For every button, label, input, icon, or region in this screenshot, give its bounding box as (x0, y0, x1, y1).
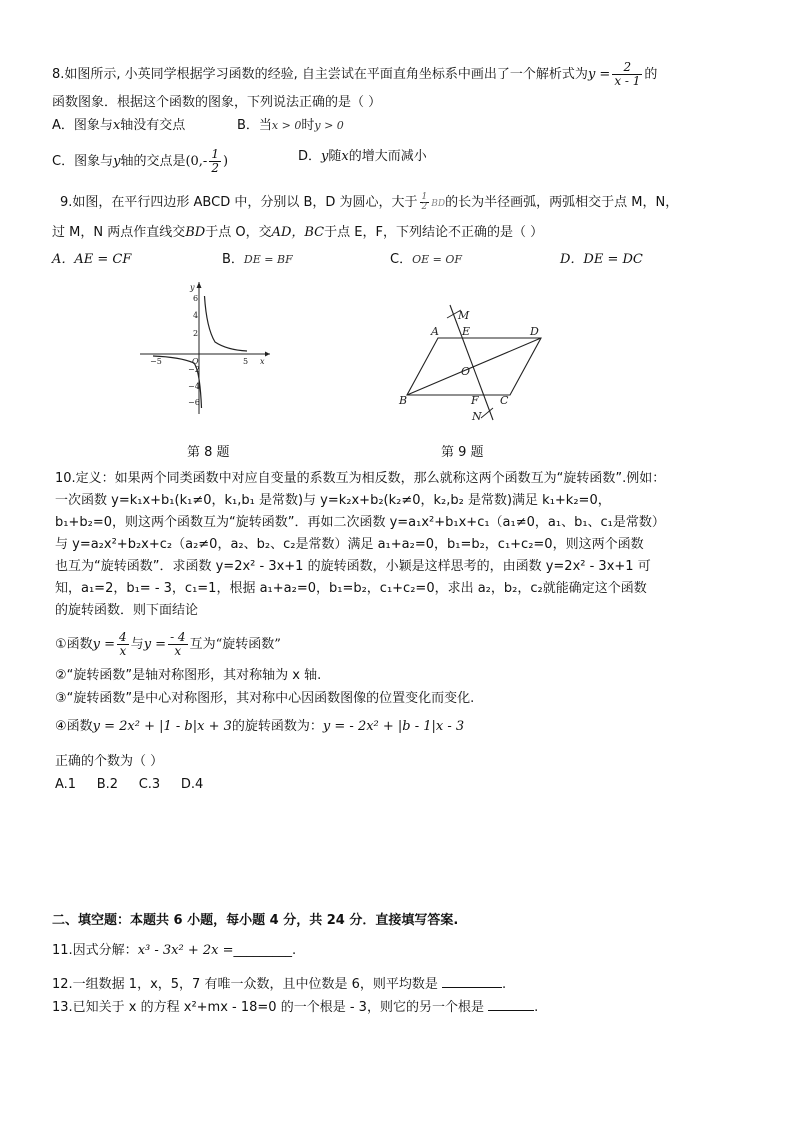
q10-definition (55, 468, 745, 622)
q12-answer-blank[interactable] (442, 975, 502, 988)
point-f-label: F (471, 394, 479, 407)
x-tick-neg5: −5 (150, 357, 162, 366)
q12: 12.一组数据 1，x，5，7 有唯一众数，且中位数是 6，则平均数是 . (52, 977, 507, 992)
q13-answer-blank[interactable] (488, 998, 534, 1011)
point-d-label: D (530, 325, 539, 338)
q9-half-fraction: $\frac{1}{2}$ (421, 192, 428, 212)
point-m-label: M (458, 309, 470, 322)
y-tick-neg4: −4 (188, 382, 200, 391)
q10-line: 的旋转函数．则下面结论 (55, 603, 199, 618)
q10-line: 10.定义：如果两个同类函数中对应自变量的系数互为相反数，那么就称这两个函数互为“旋转函数”.例如： (55, 471, 666, 486)
q10-line: 与 y=a₂x²+b₂x+c₂（a₂≠0，a₂、b₂、c₂是常数）满足 a₁+a₂=0，b₁=b₂，c₁+c₂=0，则这两个函数 (55, 537, 644, 552)
graph-x-label: x (260, 357, 265, 366)
q9-parallelogram-figure (395, 300, 555, 425)
q9-option-a: A．AE = CF (52, 252, 132, 267)
q8-option-d: D．y随x的增大而减小 (298, 149, 427, 164)
q8-stem-line1: 8.如图所示, 小英同学根据学习函数的经验, 自主尝试在平面直角坐标系中画出了一个解析式为y = $\frac{2}{x - 1}$ 的 (52, 60, 658, 88)
point-n-label: N (472, 410, 482, 423)
q9-stem-line1: 9.如图，在平行四边形 ABCD 中，分别以 B，D 为圆心，大于 $\frac{1}{2}$ BD的长为半径画弧，两弧相交于点 M，N， (60, 192, 679, 212)
q9-stem-line2: 过 M，N 两点作直线交BD于点 O，交AD，BC于点 E，F，下列结论不正确的是（ ） (52, 225, 544, 240)
q10-question: 正确的个数为（ ） (55, 754, 164, 769)
q10-statement-2: ②“旋转函数”是轴对称图形，其对称轴为 x 轴. (55, 668, 322, 683)
graph-origin: O (192, 357, 199, 366)
q8-option-a: A．图象与x轴没有交点 (52, 118, 186, 133)
q10-statement-3: ③“旋转函数”是中心对称图形，其对称中心因函数图像的位置变化而变化. (55, 691, 475, 706)
point-c-label: C (500, 394, 509, 407)
q9-option-b: B．DE = BF (222, 252, 293, 267)
q10-line: b₁+b₂=0，则这两个函数互为“旋转函数”．再如二次函数 y=a₁x²+b₁x+c₁（a₁≠0，a₁、b₁、c₁是常数） (55, 515, 665, 530)
q10-statement-4: ④函数y = 2x² + |1 - b|x + 3的旋转函数为：y = - 2x² + |b - 1|x - 3 (55, 719, 465, 734)
q9-option-d: D．DE = DC (560, 252, 643, 267)
q10-line: 一次函数 y=k₁x+b₁(k₁≠0，k₁,b₁ 是常数)与 y=k₂x+b₂(k₂≠0，k₂,b₂ 是常数)满足 k₁+k₂=0， (55, 493, 611, 508)
y-tick-neg6: −6 (188, 398, 200, 407)
q8-formula: y = (587, 67, 611, 82)
q8-stem-line2: 函数图象．根据这个函数的图象，下列说法正确的是（ ） (52, 95, 382, 110)
point-b-label: B (399, 394, 408, 407)
q10-options: A.1 B.2 C.3 D.4 (55, 777, 204, 792)
q13: 13.已知关于 x 的方程 x²+mx - 18=0 的一个根是 - 3，则它的另一个根是 . (52, 1000, 539, 1015)
graph-y-label: y (190, 283, 195, 292)
y-tick-2: 2 (193, 329, 199, 338)
q10-line: 也互为“旋转函数”．求函数 y=2x² - 3x+1 的旋转函数，小颖是这样思考的，由函数 y=2x² - 3x+1 可 (55, 559, 651, 574)
q8-option-c: C．图象与y轴的交点是(0,- $\frac{1}{2}$ ) (52, 147, 229, 175)
y-tick-4: 4 (193, 311, 199, 320)
q8-function-graph (140, 280, 275, 415)
q8-figure-caption: 第 8 题 (187, 445, 230, 460)
q9-option-c: C．OE = OF (390, 252, 462, 267)
point-o-label: O (461, 365, 471, 378)
q11: 11.因式分解：x³ - 3x² + 2x =_________. (52, 943, 297, 958)
q10-statement-1: ①函数y = $\frac{4}{x}$ 与y = $\frac{- 4}{x}$ 互为“旋转函数” (55, 630, 281, 658)
section2-heading: 二、填空题：本题共 6 小题，每小题 4 分，共 24 分．直接填写答案. (52, 913, 459, 928)
q8-option-b: B．当x > 0时y > 0 (237, 118, 344, 133)
point-e-label: E (462, 325, 471, 338)
point-a-label: A (431, 325, 439, 338)
x-tick-5: 5 (243, 357, 249, 366)
y-tick-6: 6 (193, 294, 199, 303)
q8-c-fraction: $\frac{1}{2}$ (211, 147, 219, 175)
y-tick-neg2: −2 (188, 365, 200, 374)
q8-fraction: $\frac{2}{x - 1}$ (614, 60, 641, 88)
q10-line: 知，a₁=2，b₁= - 3，c₁=1，根据 a₁+a₂=0，b₁=b₂，c₁+c₂=0，求出 a₂，b₂，c₂就能确定这个函数 (55, 581, 647, 596)
q9-figure-caption: 第 9 题 (441, 445, 484, 460)
